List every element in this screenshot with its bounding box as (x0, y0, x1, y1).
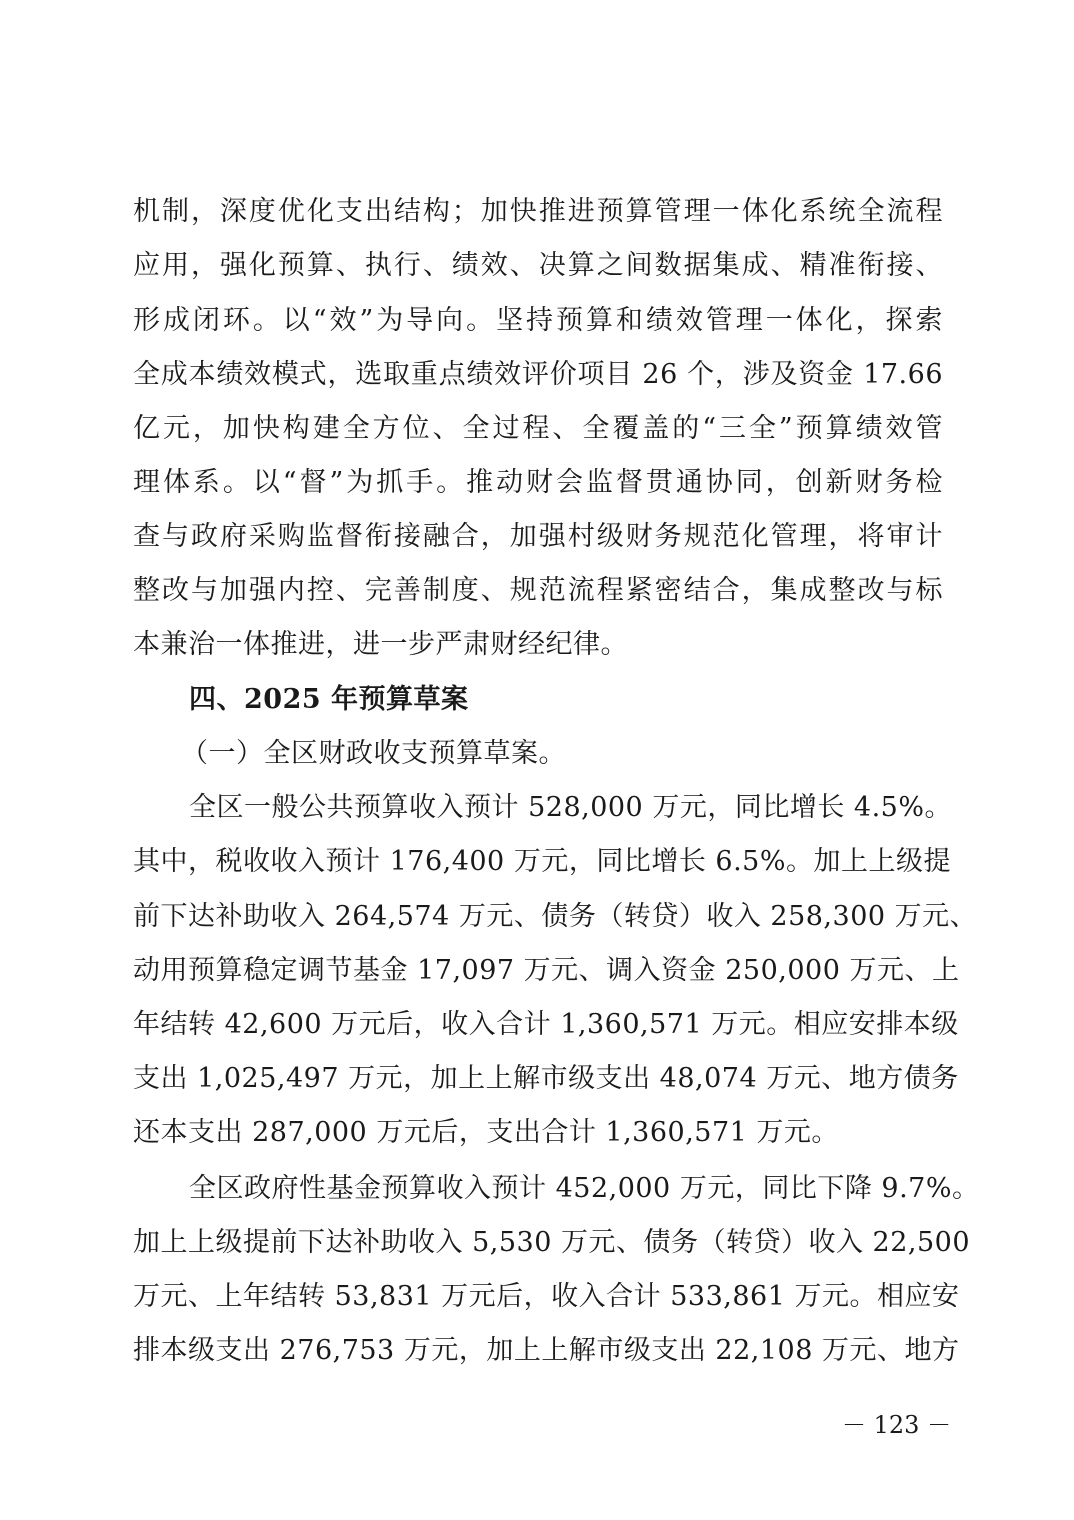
text-line: 全区一般公共预算收入预计 528,000 万元，同比增长 4.5%。 (189, 792, 952, 823)
text-line: 形成闭环。以“效”为导向。坚持预算和绩效管理一体化，探索 (133, 305, 943, 336)
text-line: 整改与加强内控、完善制度、规范流程紧密结合，集成整改与标 (133, 575, 943, 606)
section-heading: 四、2025 年预算草案 (189, 684, 469, 715)
text-line: 查与政府采购监督衔接融合，加强村级财务规范化管理，将审计 (133, 521, 943, 552)
text-line: 万元、上年结转 53,831 万元后，收入合计 533,861 万元。相应安 (133, 1281, 960, 1312)
text-line: 应用，强化预算、执行、绩效、决算之间数据集成、精准衔接、 (133, 250, 943, 281)
text-line: 其中，税收收入预计 176,400 万元，同比增长 6.5%。加上上级提 (133, 846, 951, 877)
text-line: 还本支出 287,000 万元后，支出合计 1,360,571 万元。 (133, 1117, 839, 1148)
text-line: 年结转 42,600 万元后，收入合计 1,360,571 万元。相应安排本级 (133, 1009, 959, 1040)
text-line: 本兼治一体推进，进一步严肃财经纪律。 (133, 629, 628, 660)
text-line: 排本级支出 276,753 万元，加上上解市级支出 22,108 万元、地方 (133, 1335, 960, 1366)
text-line: 全区政府性基金预算收入预计 452,000 万元，同比下降 9.7%。 (189, 1173, 980, 1204)
page-number: － 123 － (842, 1411, 952, 1439)
text-line: 前下达补助收入 264,574 万元、债务（转贷）收入 258,300 万元、 (133, 901, 978, 932)
text-line: 全成本绩效模式，选取重点绩效评价项目 26 个，涉及资金 17.66 (133, 359, 943, 390)
text-line: 理体系。以“督”为抓手。推动财会监督贯通协同，创新财务检 (133, 467, 943, 498)
text-line: 加上上级提前下达补助收入 5,530 万元、债务（转贷）收入 22,500 (133, 1227, 971, 1258)
text-line: 支出 1,025,497 万元，加上上解市级支出 48,074 万元、地方债务 (133, 1063, 959, 1094)
text-line: 动用预算稳定调节基金 17,097 万元、调入资金 250,000 万元、上 (133, 955, 960, 986)
subsection-heading: （一）全区财政收支预算草案。 (181, 738, 566, 769)
text-line: 亿元，加快构建全方位、全过程、全覆盖的“三全”预算绩效管 (133, 413, 943, 444)
text-line: 机制，深度优化支出结构；加快推进预算管理一体化系统全流程 (133, 196, 943, 227)
